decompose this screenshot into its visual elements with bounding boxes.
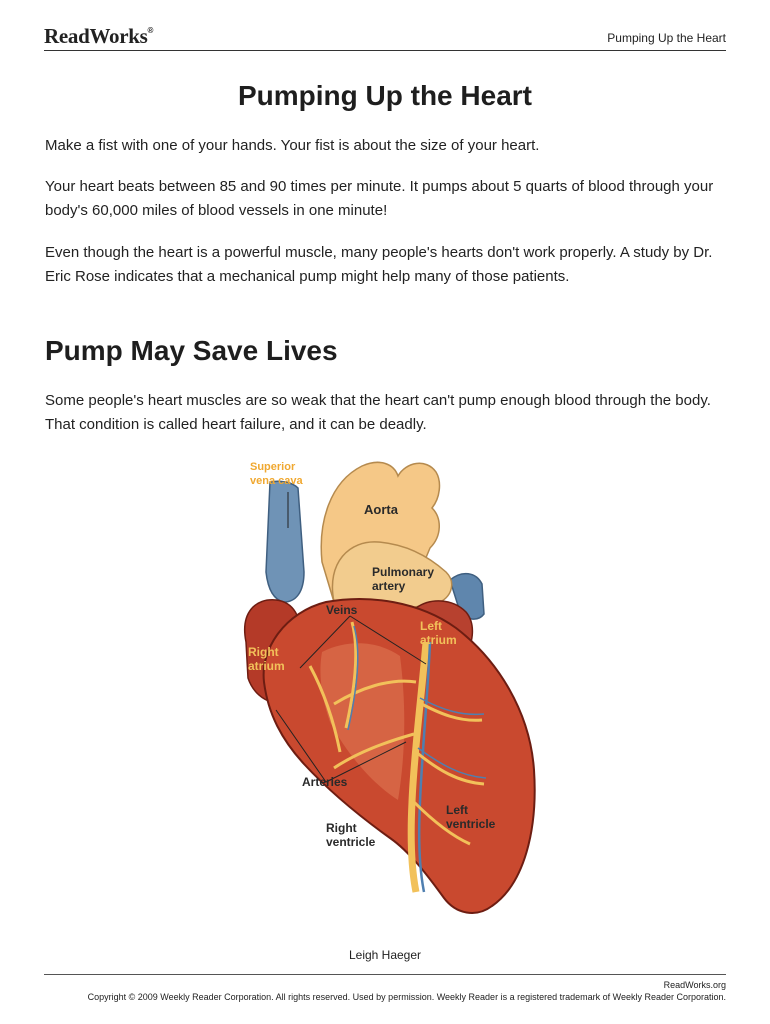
paragraph-3: Even though the heart is a powerful muscle, many people's hearts don't work properly. A study by Dr. Eric Rose indicates that a mechanical pump might help many of those patients. bbox=[45, 244, 713, 285]
section-paragraph: Some people's heart muscles are so weak that the heart can't pump enough blood through the body. That condition is called heart failure, and it can be deadly. bbox=[45, 392, 711, 433]
footer-site: ReadWorks.org bbox=[663, 980, 726, 990]
label-right-atrium-2: atrium bbox=[248, 659, 285, 673]
article-title: Pumping Up the Heart bbox=[237, 80, 532, 111]
running-title: Pumping Up the Heart bbox=[607, 31, 726, 45]
readworks-logo bbox=[44, 24, 153, 49]
label-right-ventricle: Right bbox=[326, 821, 357, 835]
page-header bbox=[44, 22, 726, 51]
footer-divider bbox=[44, 974, 726, 975]
label-right-ventricle-2: ventricle bbox=[326, 835, 376, 849]
label-pulmonary-artery-2: artery bbox=[372, 579, 406, 593]
section-heading: Pump May Save Lives bbox=[45, 335, 338, 366]
label-superior-vena-cava: Superior bbox=[250, 461, 296, 473]
label-left-ventricle-2: ventricle bbox=[446, 817, 496, 831]
label-left-atrium: Left bbox=[420, 619, 442, 633]
label-superior-vena-cava-2: vena cava bbox=[250, 475, 303, 487]
heart-diagram bbox=[230, 452, 560, 932]
registered-mark: ® bbox=[147, 26, 154, 35]
heart-illustration bbox=[230, 452, 560, 932]
label-aorta: Aorta bbox=[364, 502, 398, 517]
logo-text: ReadWorks bbox=[44, 24, 148, 48]
figure-caption: Leigh Haeger bbox=[348, 948, 422, 962]
paragraph-1: Make a fist with one of your hands. Your fist is about the size of your heart. bbox=[45, 137, 540, 154]
superior-vena-cava-shape bbox=[266, 481, 304, 602]
label-veins: Veins bbox=[326, 603, 358, 617]
footer-copyright: Copyright © 2009 Weekly Reader Corporation. All rights reserved. Used by permission. Weekly Reader is a registered trademark of Weekly Reader Corporation. bbox=[87, 992, 726, 1002]
paragraph-2: Your heart beats between 85 and 90 times per minute. It pumps about 5 quarts of blood through your body's 60,000 miles of blood vessels in one minute! bbox=[45, 178, 714, 219]
label-left-atrium-2: atrium bbox=[420, 633, 457, 647]
label-pulmonary-artery: Pulmonary bbox=[372, 565, 435, 579]
label-left-ventricle: Left bbox=[446, 803, 468, 817]
label-right-atrium: Right bbox=[248, 645, 279, 659]
label-arteries: Arteries bbox=[302, 775, 348, 789]
